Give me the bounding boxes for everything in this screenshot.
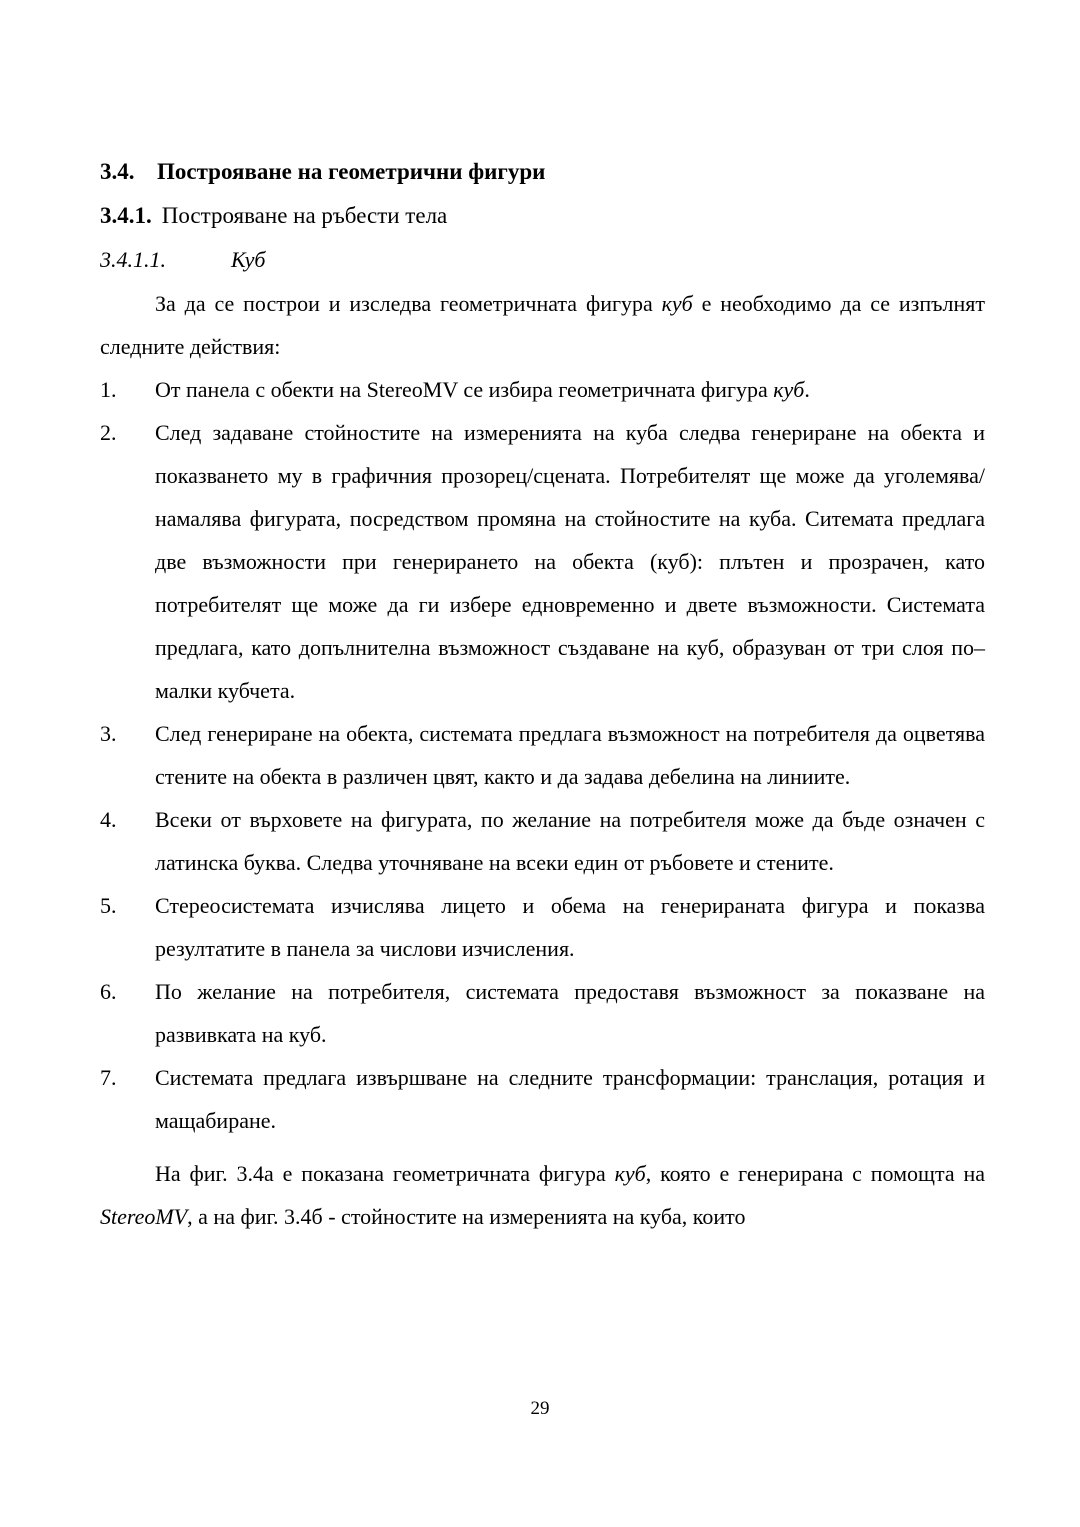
list-item-7-number: 7. [100,1065,117,1090]
intro-term-kub: куб [661,291,693,316]
subsection-title: Построяване на ръбести тела [161,203,448,228]
list-item-7-text: Системата предлага извършване на следните трансформации: транслация, ротация и мащабиране. [155,1065,985,1133]
list-item-4-text: Всеки от върховете на фигурата, по желание на потребителя може да бъде означен с латинска буква. Следва уточняване на всеки един от ръбовете и стените. [155,807,985,875]
list-item-1-text [155,368,985,411]
list-item-3-number: 3. [100,721,117,746]
list-item-6-number: 6. [100,979,117,1004]
closing-text-1: На фиг. 3.4а е показана геометричната фигура [155,1161,615,1186]
list-item-1-text-2: . [804,377,810,402]
page-content [100,150,985,1238]
subsubsection-title: Куб [231,247,266,272]
list-item-4-number: 4. [100,807,117,832]
list-item-5-text: Стереосистемата изчислява лицето и обема на генерираната фигура и показва резултатите в панела за числови изчисления. [155,893,985,961]
closing-paragraph [100,1152,985,1238]
list-item-4 [100,798,985,884]
subsection-number: 3.4.1. [100,203,152,228]
closing-term-kub: куб [614,1161,646,1186]
list-item-5-number: 5. [100,893,117,918]
section-heading [100,150,985,194]
list-item-3-text: След генериране на обекта, системата предлага възможност на потребителя да оцветява стените на обекта в различен цвят, както и да задава дебелина на линиите. [155,721,985,789]
closing-text-2: , която е генерирана с помощта на [645,1161,985,1186]
list-item-1 [100,368,985,411]
list-item-1-term-kub: куб [773,377,805,402]
subsubsection-number: 3.4.1.1. [100,247,166,272]
intro-text-1: За да се построи и изследва геометричната фигура [155,291,662,316]
subsubsection-heading [100,238,985,282]
list-item-3 [100,712,985,798]
list-item-2-number: 2. [100,420,117,445]
list-item-7 [100,1056,985,1142]
closing-term-stereomv: StereoMV [100,1204,188,1229]
subsection-heading [100,194,985,238]
numbered-list [100,368,985,1142]
section-title: Построяване на геометрични фигури [157,159,546,184]
list-item-2 [100,411,985,712]
section-number: 3.4. [100,159,135,184]
intro-text-2: е необходимо да се изпълнят следните действия: [100,291,985,359]
list-item-1-number: 1. [100,377,117,402]
list-item-5 [100,884,985,970]
list-item-6-text: По желание на потребителя, системата предоставя възможност за показване на развивката на куб. [155,979,985,1047]
list-item-1-text-1: От панела с обекти на StereoMV се избира геометричната фигура [155,377,774,402]
closing-text-3: , а на фиг. 3.4б - стойностите на измеренията на куба, които [187,1204,746,1229]
intro-paragraph [100,282,985,368]
list-item-6 [100,970,985,1056]
list-item-2-text: След задаване стойностите на измеренията на куба следва генериране на обекта и показването му в графичния прозорец/сцената. Потребителят ще може да уголемява/намалява фигурата, посредством промяна на стойностите на куба. Ситемата предлага две възможности при генерирането на обекта (куб): плътен и прозрачен, като потребителят ще може да ги избере едновременно и двете възможности. Системата предлага, като допълнителна възможност създаване на куб, образуван от три слоя по–малки кубчета. [155,420,985,703]
page-number: 29 [530,1398,550,1419]
